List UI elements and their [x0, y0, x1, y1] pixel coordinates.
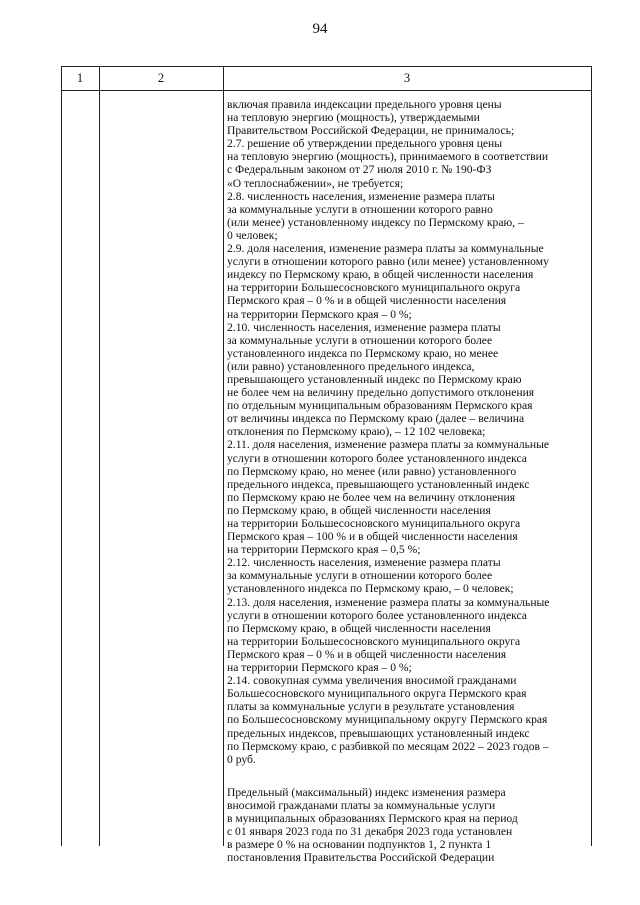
text-line: (или равно) установленного предельного индекса, [227, 359, 475, 373]
header-col-1: 1 [76, 71, 84, 85]
text-line: 2.9. доля населения, изменение размера платы за коммунальные [227, 242, 544, 256]
text-line: превышающего установленный индекс по Пермскому краю [227, 372, 522, 386]
text-line: не более чем на величину предельно допустимого отклонения [227, 386, 535, 400]
text-line: постановления Правительства Российской Федерации [227, 851, 495, 865]
text-line: установленного индекса по Пермскому краю, – 0 человек; [227, 582, 514, 596]
text-line: «О теплоснабжении», не требуется; [227, 176, 404, 190]
text-line: за коммунальные услуги в отношении которого более [227, 333, 493, 347]
text-line: с Федеральным законом от 27 июля 2010 г. № 190-ФЗ [227, 163, 492, 177]
document-table [61, 66, 592, 865]
text-line: включая правила индексации предельного уровня цены [227, 98, 502, 111]
text-line: по Пермскому краю не более чем на величину отклонения [227, 490, 516, 504]
text-line: вносимой гражданами платы за коммунальные услуги [227, 798, 496, 812]
text-line: предельных индексов, превышающих установленный индекс [227, 726, 530, 740]
text-line: на тепловую энергию (мощность), утверждаемыми [227, 111, 480, 125]
column-3-text [227, 98, 589, 864]
column-divider-2 [223, 66, 224, 846]
text-line: 2.7. решение об утверждении предельного уровня цены [227, 137, 503, 151]
text-line: 2.12. численность населения, изменение размера платы [227, 556, 501, 570]
header-col-3: 3 [403, 71, 411, 85]
text-line: на территории Пермского края – 0 %; [227, 661, 412, 675]
table-border-right [591, 66, 592, 846]
text-line: за коммунальные услуги в отношении которого равно [227, 202, 493, 216]
text-line: Правительством Российской Федерации, не принималось; [227, 124, 515, 138]
text-line: на территории Большесосновского муниципального округа [227, 281, 521, 295]
text-block-conclusion [227, 786, 589, 865]
text-line: 2.8. численность населения, изменение размера платы [227, 189, 495, 203]
text-line: по Пермскому краю, но менее (или равно) установленного [227, 464, 517, 478]
page-number: 94 [312, 21, 328, 37]
text-line: Пермского края – 0 % и в общей численности населения [227, 294, 507, 308]
text-line: Предельный (максимальный) индекс изменения размера [227, 785, 506, 799]
text-line: на территории Пермского края – 0 %; [227, 307, 412, 321]
text-line: за коммунальные услуги в отношении которого более [227, 569, 493, 583]
text-line: услуги в отношении которого более установленного индекса [227, 608, 527, 622]
text-line: 0 человек; [227, 228, 278, 242]
text-line: на территории Большесосновского муниципального округа [227, 634, 521, 648]
column-divider-1 [99, 66, 100, 846]
text-line: Большесосновского муниципального округа Пермского края [227, 687, 527, 701]
text-line: на территории Пермского края – 0,5 %; [227, 543, 421, 557]
text-line: 2.11. доля населения, изменение размера платы за коммунальные [227, 438, 550, 452]
text-line: 2.10. численность населения, изменение размера платы [227, 320, 501, 334]
text-line: услуги в отношении которого равно (или менее) установленному [227, 255, 549, 269]
text-line: по Большесосновскому муниципальному округу Пермского края [227, 713, 548, 727]
text-line: в муниципальных образованиях Пермского края на период [227, 811, 518, 825]
text-block-main [227, 98, 589, 766]
text-line: услуги в отношении которого более установленного индекса [227, 451, 527, 465]
text-line: в размере 0 % на основании подпунктов 1, 2 пункта 1 [227, 838, 492, 852]
header-col-2: 2 [157, 71, 165, 85]
text-line: по Пермскому краю, с разбивкой по месяцам 2022 – 2023 годов – [227, 739, 549, 753]
text-line: по Пермскому краю, в общей численности населения [227, 621, 491, 635]
text-line: на тепловую энергию (мощность), принимаемого в соответствии [227, 150, 549, 164]
text-line: 0 руб. [227, 752, 256, 766]
text-line: 2.13. доля населения, изменение размера платы за коммунальные [227, 595, 550, 609]
text-line: предельного индекса, превышающего установленный индекс [227, 477, 530, 491]
text-line: (или менее) установленному индексу по Пермскому краю, – [227, 215, 524, 229]
text-line: установленного индекса по Пермскому краю, но менее [227, 346, 499, 360]
table-border-left [61, 66, 62, 846]
text-line: индексу по Пермскому краю, в общей численности населения [227, 268, 534, 282]
text-line: от величины индекса по Пермскому краю (далее – величина [227, 412, 525, 426]
text-line: отклонения по Пермскому краю), – 12 102 человека; [227, 425, 486, 439]
text-line: по отдельным муниципальным образованиям Пермского края [227, 399, 533, 413]
text-line: платы за коммунальные услуги в результате установления [227, 700, 515, 714]
text-line: по Пермскому краю, в общей численности населения [227, 503, 491, 517]
text-line: Пермского края – 0 % и в общей численности населения [227, 647, 507, 661]
text-line: 2.14. совокупная сумма увеличения вносимой гражданами [227, 674, 517, 688]
header-divider [61, 90, 592, 91]
text-line: на территории Большесосновского муниципального округа [227, 517, 521, 530]
text-line: Пермского края – 100 % и в общей численности населения [227, 530, 518, 544]
text-line: с 01 января 2023 года по 31 декабря 2023 года установлен [227, 825, 513, 839]
